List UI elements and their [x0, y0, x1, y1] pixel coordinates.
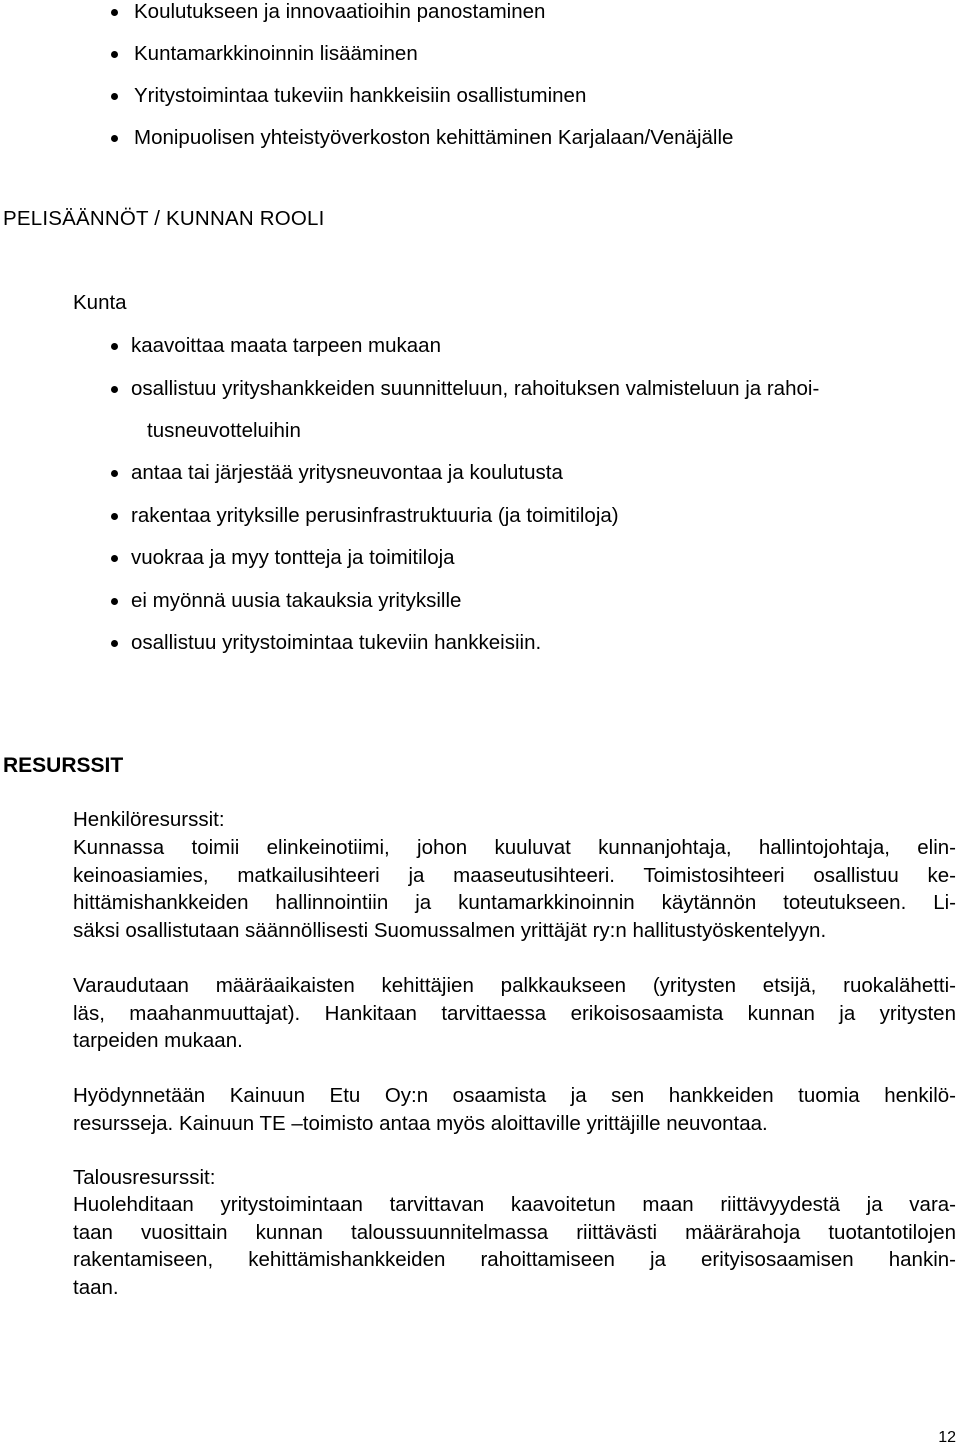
paragraph-line: läs, maahanmuuttajat). Hankitaan tarvittaessa erikoisosaamista kunnan ja yritysten: [73, 1001, 956, 1025]
paragraph-line: tarpeiden mukaan.: [73, 1029, 243, 1053]
list-item: antaa tai järjestää yritysneuvontaa ja koulutusta: [131, 461, 563, 484]
bullet-icon: [111, 555, 118, 562]
page-number: 12: [938, 1429, 956, 1446]
paragraph-kainuun-etu: [73, 1082, 956, 1137]
paragraph-line: Varaudutaan määräaikaisten kehittäjien palkkaukseen (yritysten etsijä, ruokalähetti-: [73, 974, 956, 997]
list-item-continuation: tusneuvotteluihin: [147, 419, 301, 442]
list-item: Kuntamarkkinoinnin lisääminen: [134, 42, 418, 65]
paragraph-temporary-developers: [73, 972, 956, 1055]
paragraph-line: taan.: [73, 1275, 119, 1299]
list-item: rakentaa yrityksille perusinfrastruktuuria (ja toimitiloja): [131, 504, 619, 527]
bullet-icon: [111, 343, 118, 350]
bullet-icon: [111, 513, 118, 520]
bullet-icon: [111, 51, 118, 58]
section-heading-resources: RESURSSIT: [3, 754, 124, 777]
list-item: Monipuolisen yhteistyöverkoston kehittäminen Karjalaan/Venäjälle: [134, 126, 734, 149]
bullet-icon: [111, 135, 118, 142]
list-item: osallistuu yrityshankkeiden suunnitteluun, rahoituksen valmisteluun ja rahoi-: [131, 377, 820, 400]
paragraph-finance: [73, 1191, 956, 1301]
bullet-icon: [111, 9, 118, 16]
bullet-icon: [111, 93, 118, 100]
paragraph-line: Kunnassa toimii elinkeinotiimi, johon kuuluvat kunnanjohtaja, hallintojohtaja, elin-: [73, 836, 956, 859]
finance-resources-label: Talousresurssit:: [73, 1166, 216, 1189]
paragraph-line: hittämishankkeiden hallinnointiin ja kuntamarkkinoinnin käytännön toteutukseen. Li-: [73, 891, 956, 915]
bullet-icon: [111, 640, 118, 647]
paragraph-line: taan vuosittain kunnan taloussuunnitelmassa riittävästi määrärahoja tuotantotilojen: [73, 1220, 956, 1244]
paragraph-line: resursseja. Kainuun TE –toimisto antaa myös aloittaville yrittäjille neuvontaa.: [73, 1111, 768, 1135]
paragraph-line: Huolehditaan yritystoimintaan tarvittavan kaavoitetun maan riittävyydestä ja vara-: [73, 1193, 956, 1216]
paragraph-line: rakentamiseen, kehittämishankkeiden rahoittamiseen ja erityisosaamisen hankin-: [73, 1248, 956, 1272]
paragraph-line: keinoasiamies, matkailusihteeri ja maaseutusihteeri. Toimistosihteeri osallistuu ke-: [73, 863, 956, 887]
bullet-icon: [111, 470, 118, 477]
bullet-icon: [111, 598, 118, 605]
personnel-resources-label: Henkilöresurssit:: [73, 808, 225, 831]
list-item: Koulutukseen ja innovaatioihin panostaminen: [134, 0, 546, 23]
bullet-icon: [111, 386, 118, 393]
list-item: vuokraa ja myy tontteja ja toimitiloja: [131, 546, 455, 569]
list-item: Yritystoimintaa tukeviin hankkeisiin osallistuminen: [134, 84, 587, 107]
list-item: osallistuu yritystoimintaa tukeviin hankkeisiin.: [131, 631, 542, 654]
subheading-kunta: Kunta: [73, 291, 127, 314]
list-item: kaavoittaa maata tarpeen mukaan: [131, 334, 441, 357]
paragraph-personnel: [73, 834, 956, 944]
paragraph-line: säksi osallistutaan säännöllisesti Suomussalmen yrittäjät ry:n hallitustyöskentelyyn.: [73, 918, 827, 942]
paragraph-line: Hyödynnetään Kainuun Etu Oy:n osaamista ja sen hankkeiden tuomia henkilö-: [73, 1084, 956, 1107]
list-item: ei myönnä uusia takauksia yrityksille: [131, 589, 462, 612]
section-heading-rules: PELISÄÄNNÖT / KUNNAN ROOLI: [3, 207, 325, 230]
